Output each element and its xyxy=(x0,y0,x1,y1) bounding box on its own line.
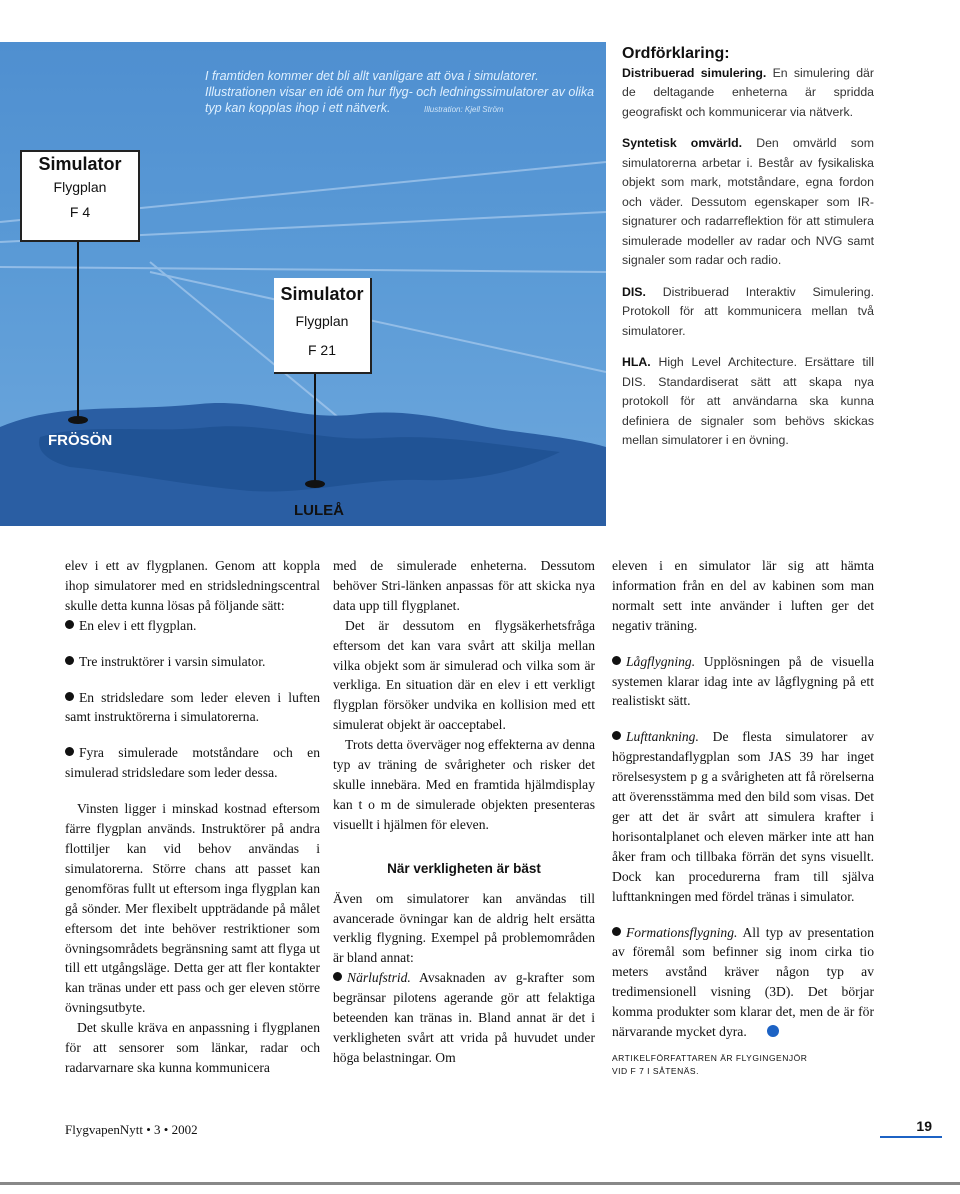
bullet-icon xyxy=(612,656,621,665)
bullet-term: Formationsflygning. xyxy=(626,924,738,940)
glossary-term: DIS. xyxy=(622,284,646,299)
paragraph: Trots detta överväger nog effekterna av denna typ av träning de svårigheter och risker det skulle innebära. Med en framtida hjälmdisplay kan t o m de simulerade objekten presenteras visuellt i hjälmen för eleven. xyxy=(333,737,595,832)
bullet-item xyxy=(612,727,874,906)
bullet-text: De flesta simulatorer av högprestandaflygplan som JAS 39 har inget rörelsesystem p g a svårigheten att få rörelserna att överensstämma med den bild som visas. Det ger att det är svårt att simulera krafter i horisontalplanet och eleven märker inte att han åker fram och tillbaka förrän det syns visuellt. Dock kan procedurerna fram till själva lufttankningen med fördel tränas i simulator. xyxy=(612,729,874,904)
place-label-froson: FRÖSÖN xyxy=(48,432,113,449)
author-line: VID F 7 I SÅTENÄS. xyxy=(612,1065,699,1076)
bullet-icon xyxy=(65,620,74,629)
bullet-text: Upplösningen på de visuella systemen klarar idag inte av lågflygning på ett realistiskt sätt. xyxy=(612,653,874,709)
glossary-entry xyxy=(622,283,874,342)
bullet-text: En stridsledare som leder eleven i luften samt instruktörerna i simulatorerna. xyxy=(65,689,320,725)
sim-title: Simulator xyxy=(280,284,364,304)
bullet-term: Lågflygning. xyxy=(626,653,696,669)
bullet-text: Fyra simulerade motståndare och en simulerad stridsledare som leder dessa. xyxy=(65,745,320,781)
text-column-2 xyxy=(333,556,595,1084)
bullet-icon xyxy=(333,972,342,981)
bullet-item xyxy=(333,968,595,1068)
sim-unit: F 21 xyxy=(307,342,336,358)
bullet-term: Lufttankning. xyxy=(626,729,699,745)
paragraph: med de simulerade enheterna. Dessutom behöver Stri-länken anpassas för att skicka nya data upp till flygplanet. xyxy=(333,558,595,613)
sim-unit: F 4 xyxy=(69,204,91,220)
glossary-text: Den omvärld som simulatorerna arbetar i. Består av fysikaliska objekt som mark, motståndare, egna fordon och väder. Dessutom egenskaper som IR-signaturer och radarreflektion för att stimulera simulerade modeller av radar och NVG samt signaler som radar och radio. xyxy=(622,136,874,267)
glossary-term: HLA. xyxy=(622,355,651,369)
bullet-item xyxy=(65,743,320,783)
glossary-entry xyxy=(622,134,874,271)
sim-type: Flygplan xyxy=(295,313,349,329)
bullet-text: En elev i ett flygplan. xyxy=(79,617,197,633)
paragraph: elev i ett av flygplanen. Genom att koppla ihop simulatorer med en stridsledningscentral skulle detta kunna lösas på följande sätt: xyxy=(65,558,320,613)
glossary-entry xyxy=(622,353,874,451)
bullet-icon xyxy=(65,747,74,756)
glossary-text: Distribuerad Interaktiv Simulering. Protokoll för att kommunicera mellan två simulatorer. xyxy=(622,284,874,338)
paragraph: Även om simulatorer kan användas till avancerade övningar kan de aldrig helt ersätta verklig flygning. Exempel på problemområden är bland annat: xyxy=(333,890,595,966)
paragraph: Vinsten ligger i minskad kostnad eftersom färre flygplan används. Instruktörer på andra flottiljer kan vid behov användas i simulatorerna. Större chans att passet kan genomföras fullt ut eftersom inga flygplan kan gå sönder. Mer flexibelt uppträdande på målet eftersom det inte behöver restriktioner som övningsområdets begränsning samt att flyga ut till ett utgångsläge. Detta ger att fler kontakter kan tränas under ett pass och ger eleven större övningsutbyte. xyxy=(65,801,320,1016)
paragraph: eleven i en simulator lär sig att hämta information från en del av kabinen som man normalt sett inte använder i luften ger det negativ träning. xyxy=(612,558,874,633)
bullet-text: All typ av presentation av föremål som befinner sig inom cirka tio meters avstånd kräver någon typ av tredimensionell visning (3D). Det börjar komma produkter som klarar det, men de är för närvarande mycket dyra. xyxy=(612,924,874,1040)
bullet-text: Tre instruktörer i varsin simulator. xyxy=(79,653,266,669)
bullet-item xyxy=(612,923,874,1042)
glossary-text: En simulering där de deltagande enheterna är spridda geografiskt och kommunicerar via nätverk. xyxy=(622,65,874,119)
glossary-heading: Ordförklaring: xyxy=(622,45,730,62)
text-column-3 xyxy=(612,556,874,1078)
bullet-item xyxy=(65,688,320,728)
bottom-rule xyxy=(0,1182,960,1185)
paragraph: Det skulle kräva en anpassning i flygplanen för att sensorer som länkar, radar och radarvarnare ska kunna kommunicera xyxy=(65,1020,320,1075)
sim-type: Flygplan xyxy=(53,179,107,195)
bullet-item xyxy=(65,616,320,636)
glossary-term: Distribuerad simulering. xyxy=(622,65,767,80)
publication-footer: FlygvapenNytt • 3 • 2002 xyxy=(65,1122,198,1137)
simulator-box-f21 xyxy=(274,278,372,374)
bullet-text: Avsaknaden av g-krafter som begränsar pilotens agerande gör att felaktiga beteenden kan tränas in. Bland annat är det i verkligheten svårt att vrida på huvudet under höga belastningar. Om xyxy=(333,970,595,1065)
section-heading: När verkligheten är bäst xyxy=(387,860,541,876)
bullet-item xyxy=(65,652,320,672)
bullet-icon xyxy=(65,656,74,665)
caption-text: I framtiden kommer det bli allt vanligare att öva i simulatorer. Illustrationen visar en idé om hur flyg- och ledningssimulatorer av olika typ kan kopplas ihop i ett nätverk. xyxy=(205,69,595,115)
paragraph: Det är dessutom en flygsäkerhetsfråga eftersom det kan vara svårt att skilja mellan vilka objekt som är simulerad och vilka som är verkliga. En situation där en elev i ett verkligt flygplan försöker undvika en kollision med ett simulerat objekt är oacceptabel. xyxy=(333,617,595,733)
network-illustration xyxy=(0,42,606,526)
text-column-1 xyxy=(65,556,320,1094)
glossary-entry xyxy=(622,64,874,123)
bullet-icon xyxy=(612,731,621,740)
end-of-article-icon xyxy=(767,1025,779,1037)
sim-title: Simulator xyxy=(38,154,122,174)
glossary-box xyxy=(612,42,874,526)
glossary-term: Syntetisk omvärld. xyxy=(622,136,743,150)
simulator-box-f4 xyxy=(20,150,140,242)
bullet-term: Närlufstrid. xyxy=(347,970,411,986)
page-number-rule xyxy=(880,1136,942,1138)
bullet-icon xyxy=(612,927,621,936)
place-label-lulea: LULEÅ xyxy=(294,502,344,519)
illustration-credit: Illustration: Kjell Ström xyxy=(424,105,504,114)
glossary-text: High Level Architecture. Ersättare till DIS. Standardiserat sätt att skapa nya protokoll för att användarna ska kunna definiera de signaler som behövs skickas mellan simulatorer i en övning. xyxy=(622,355,874,447)
bullet-item xyxy=(612,652,874,712)
illustration-caption xyxy=(205,68,600,118)
author-line: ARTIKELFÖRFATTAREN ÄR FLYGINGENJÖR xyxy=(612,1052,808,1063)
page-number: 19 xyxy=(916,1118,932,1134)
author-note xyxy=(612,1052,874,1078)
bullet-icon xyxy=(65,692,74,701)
